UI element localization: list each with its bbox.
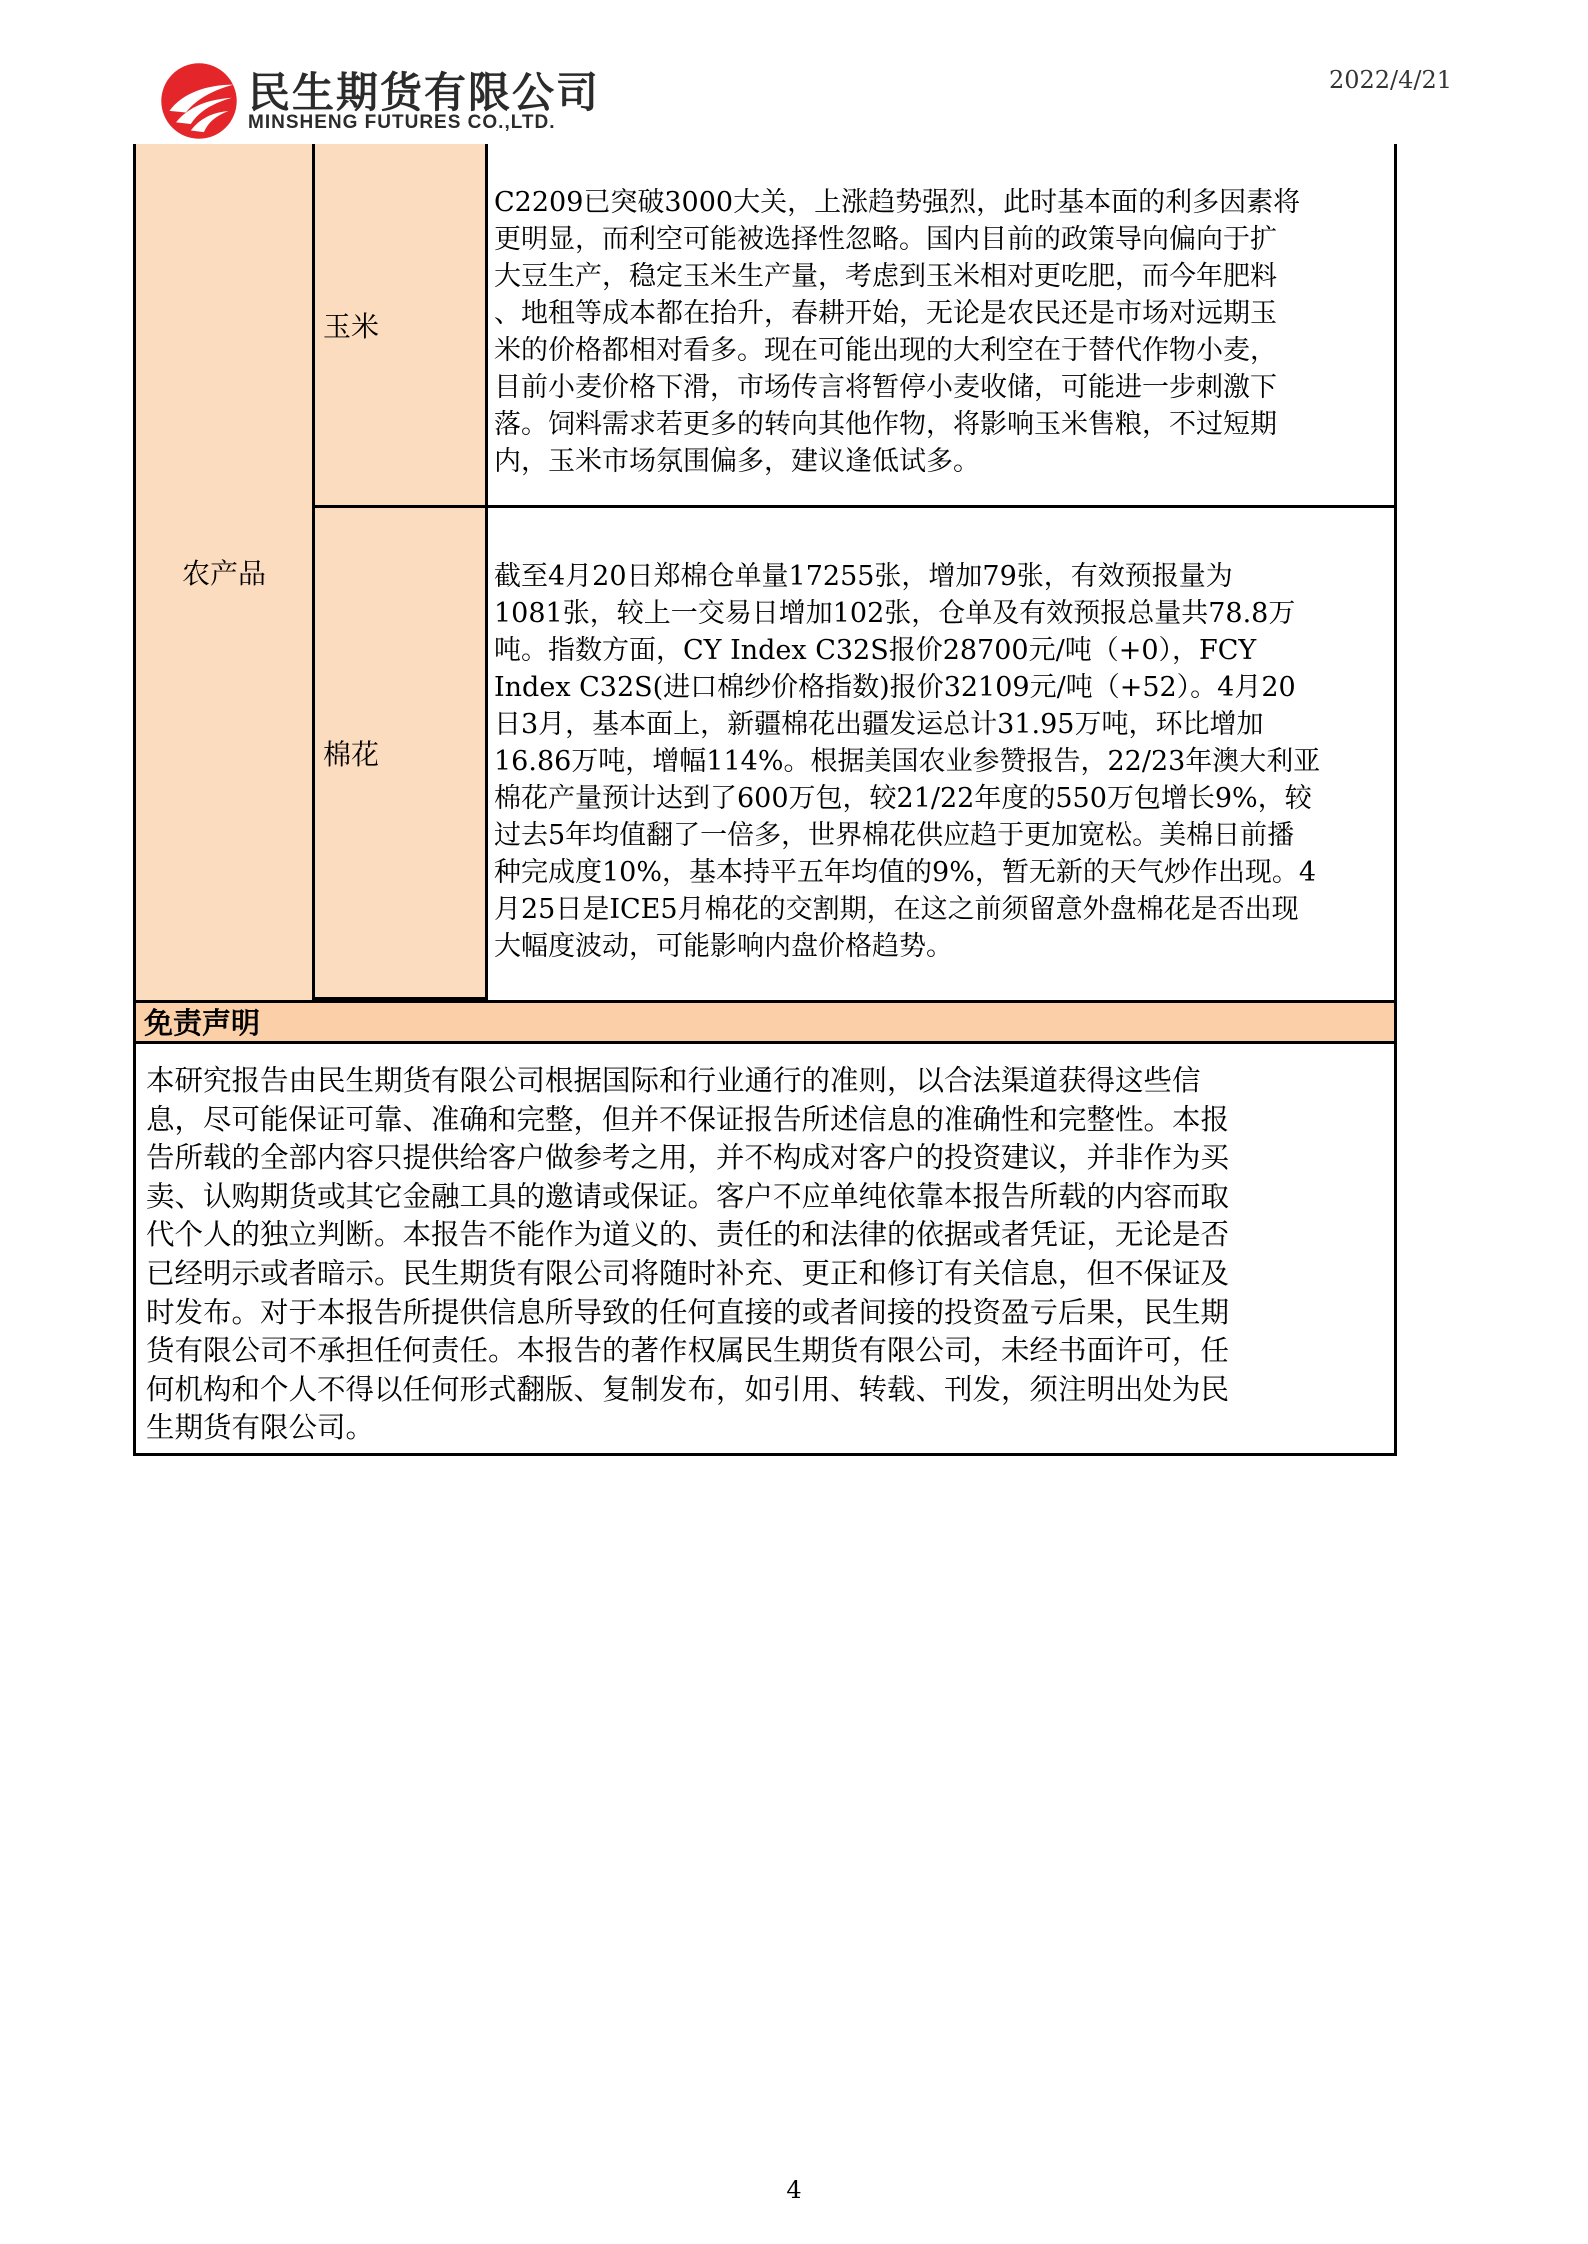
text-line: 时发布。对于本报告所提供信息所导致的任何直接的或者间接的投资盈亏后果，民生期 <box>146 1295 1230 1329</box>
text-line: 内，玉米市场氛围偏多，建议逢低试多。 <box>494 446 980 477</box>
text-line: 更明显，而利空可能被选择性忽略。国内目前的政策导向偏向于扩 <box>494 224 1277 255</box>
category-label: 农产品 <box>181 557 266 590</box>
subcategory-column <box>312 144 488 1000</box>
commodity-table <box>133 144 1397 1000</box>
category-cell <box>133 144 312 1000</box>
disclaimer-text <box>133 1044 1397 1456</box>
minsheng-logo-icon <box>158 60 240 142</box>
text-line: 告所载的全部内容只提供给客户做参考之用，并不构成对客户的投资建议，并非作为买 <box>146 1141 1230 1175</box>
text-line: 过去5年均值翻了一倍多，世界棉花供应趋于更加宽松。美棉日前播 <box>494 820 1295 851</box>
text-line: 何机构和个人不得以任何形式翻版、复制发布，如引用、转载、刊发，须注明出处为民 <box>146 1372 1230 1406</box>
text-line: 棉花产量预计达到了600万包，较21/22年度的550万包增长9%，较 <box>494 783 1312 814</box>
page-number: 4 <box>786 2176 802 2204</box>
text-line: C2209已突破3000大关，上涨趋势强烈，此时基本面的利多因素将 <box>494 187 1301 218</box>
text-line: 落。饲料需求若更多的转向其他作物，将影响玉米售粮，不过短期 <box>494 409 1277 440</box>
cotton-analysis <box>488 508 1394 1000</box>
content-column <box>488 144 1397 1000</box>
text-line: 已经明示或者暗示。民生期货有限公司将随时补充、更正和修订有关信息，但不保证及 <box>146 1256 1230 1290</box>
text-line: 本研究报告由民生期货有限公司根据国际和行业通行的准则，以合法渠道获得这些信 <box>146 1064 1201 1097</box>
text-line: 大豆生产，稳定玉米生产量，考虑到玉米相对更吃肥，而今年肥料 <box>494 261 1277 292</box>
text-line: 货有限公司不承担任何责任。本报告的著作权属民生期货有限公司，未经书面许可，任 <box>146 1334 1230 1368</box>
subcategory-cell-cotton <box>312 508 488 1000</box>
text-line: 生期货有限公司。 <box>146 1411 375 1445</box>
company-logo <box>152 56 632 146</box>
text-line: 卖、认购期货或其它金融工具的邀请或保证。客户不应单纯依靠本报告所载的内容而取 <box>146 1179 1230 1213</box>
text-line: 目前小麦价格下滑，市场传言将暂停小麦收储，可能进一步刺激下 <box>494 372 1277 403</box>
analysis-text <box>488 184 1394 480</box>
text-line: 1081张，较上一交易日增加102张，仓单及有效预报总量共78.8万 <box>494 598 1296 629</box>
text-line: Index C32S(进口棉纱价格指数)报价32109元/吨（+52）。4月20 <box>494 672 1296 703</box>
disclaimer-title: 免责声明 <box>133 1000 1397 1044</box>
text-line: 米的价格都相对看多。现在可能出现的大利空在于替代作物小麦， <box>494 335 1277 366</box>
text-line: 种完成度10%，基本持平五年均值的9%，暂无新的天气炒作出现。4 <box>494 857 1317 888</box>
analysis-text <box>488 558 1394 965</box>
subcategory-label: 棉花 <box>312 508 488 1000</box>
table-body <box>133 144 1397 1000</box>
text-line: 代个人的独立判断。本报告不能作为道义的、责任的和法律的依据或者凭证，无论是否 <box>146 1218 1230 1252</box>
text-line: 大幅度波动，可能影响内盘价格趋势。 <box>494 931 953 962</box>
text-line: 息，尽可能保证可靠、准确和完整，但并不保证报告所述信息的准确性和完整性。本报 <box>146 1102 1230 1136</box>
text-line: 16.86万吨，增幅114%。根据美国农业参赞报告，22/23年澳大利亚 <box>494 746 1321 777</box>
subcategory-label: 玉米 <box>312 144 488 505</box>
text-line: 、地租等成本都在抬升，春耕开始，无论是农民还是市场对远期玉 <box>494 298 1277 329</box>
text-line: 吨。指数方面，CY Index C32S报价28700元/吨（+0），FCY <box>494 635 1257 666</box>
text-line: 月25日是ICE5月棉花的交割期，在这之前须留意外盘棉花是否出现 <box>494 894 1299 925</box>
company-name-cn: 民生期货有限公司 <box>248 68 601 117</box>
report-date: 2022/4/21 <box>1328 66 1452 94</box>
text-line: 截至4月20日郑棉仓单量17255张，增加79张，有效预报量为 <box>494 561 1233 592</box>
subcategory-cell-corn <box>312 144 488 508</box>
company-name-en: MINSHENG FUTURES CO.,LTD. <box>248 112 556 133</box>
corn-analysis <box>488 144 1394 508</box>
text-line: 日3月，基本面上，新疆棉花出疆发运总计31.95万吨，环比增加 <box>494 709 1264 740</box>
